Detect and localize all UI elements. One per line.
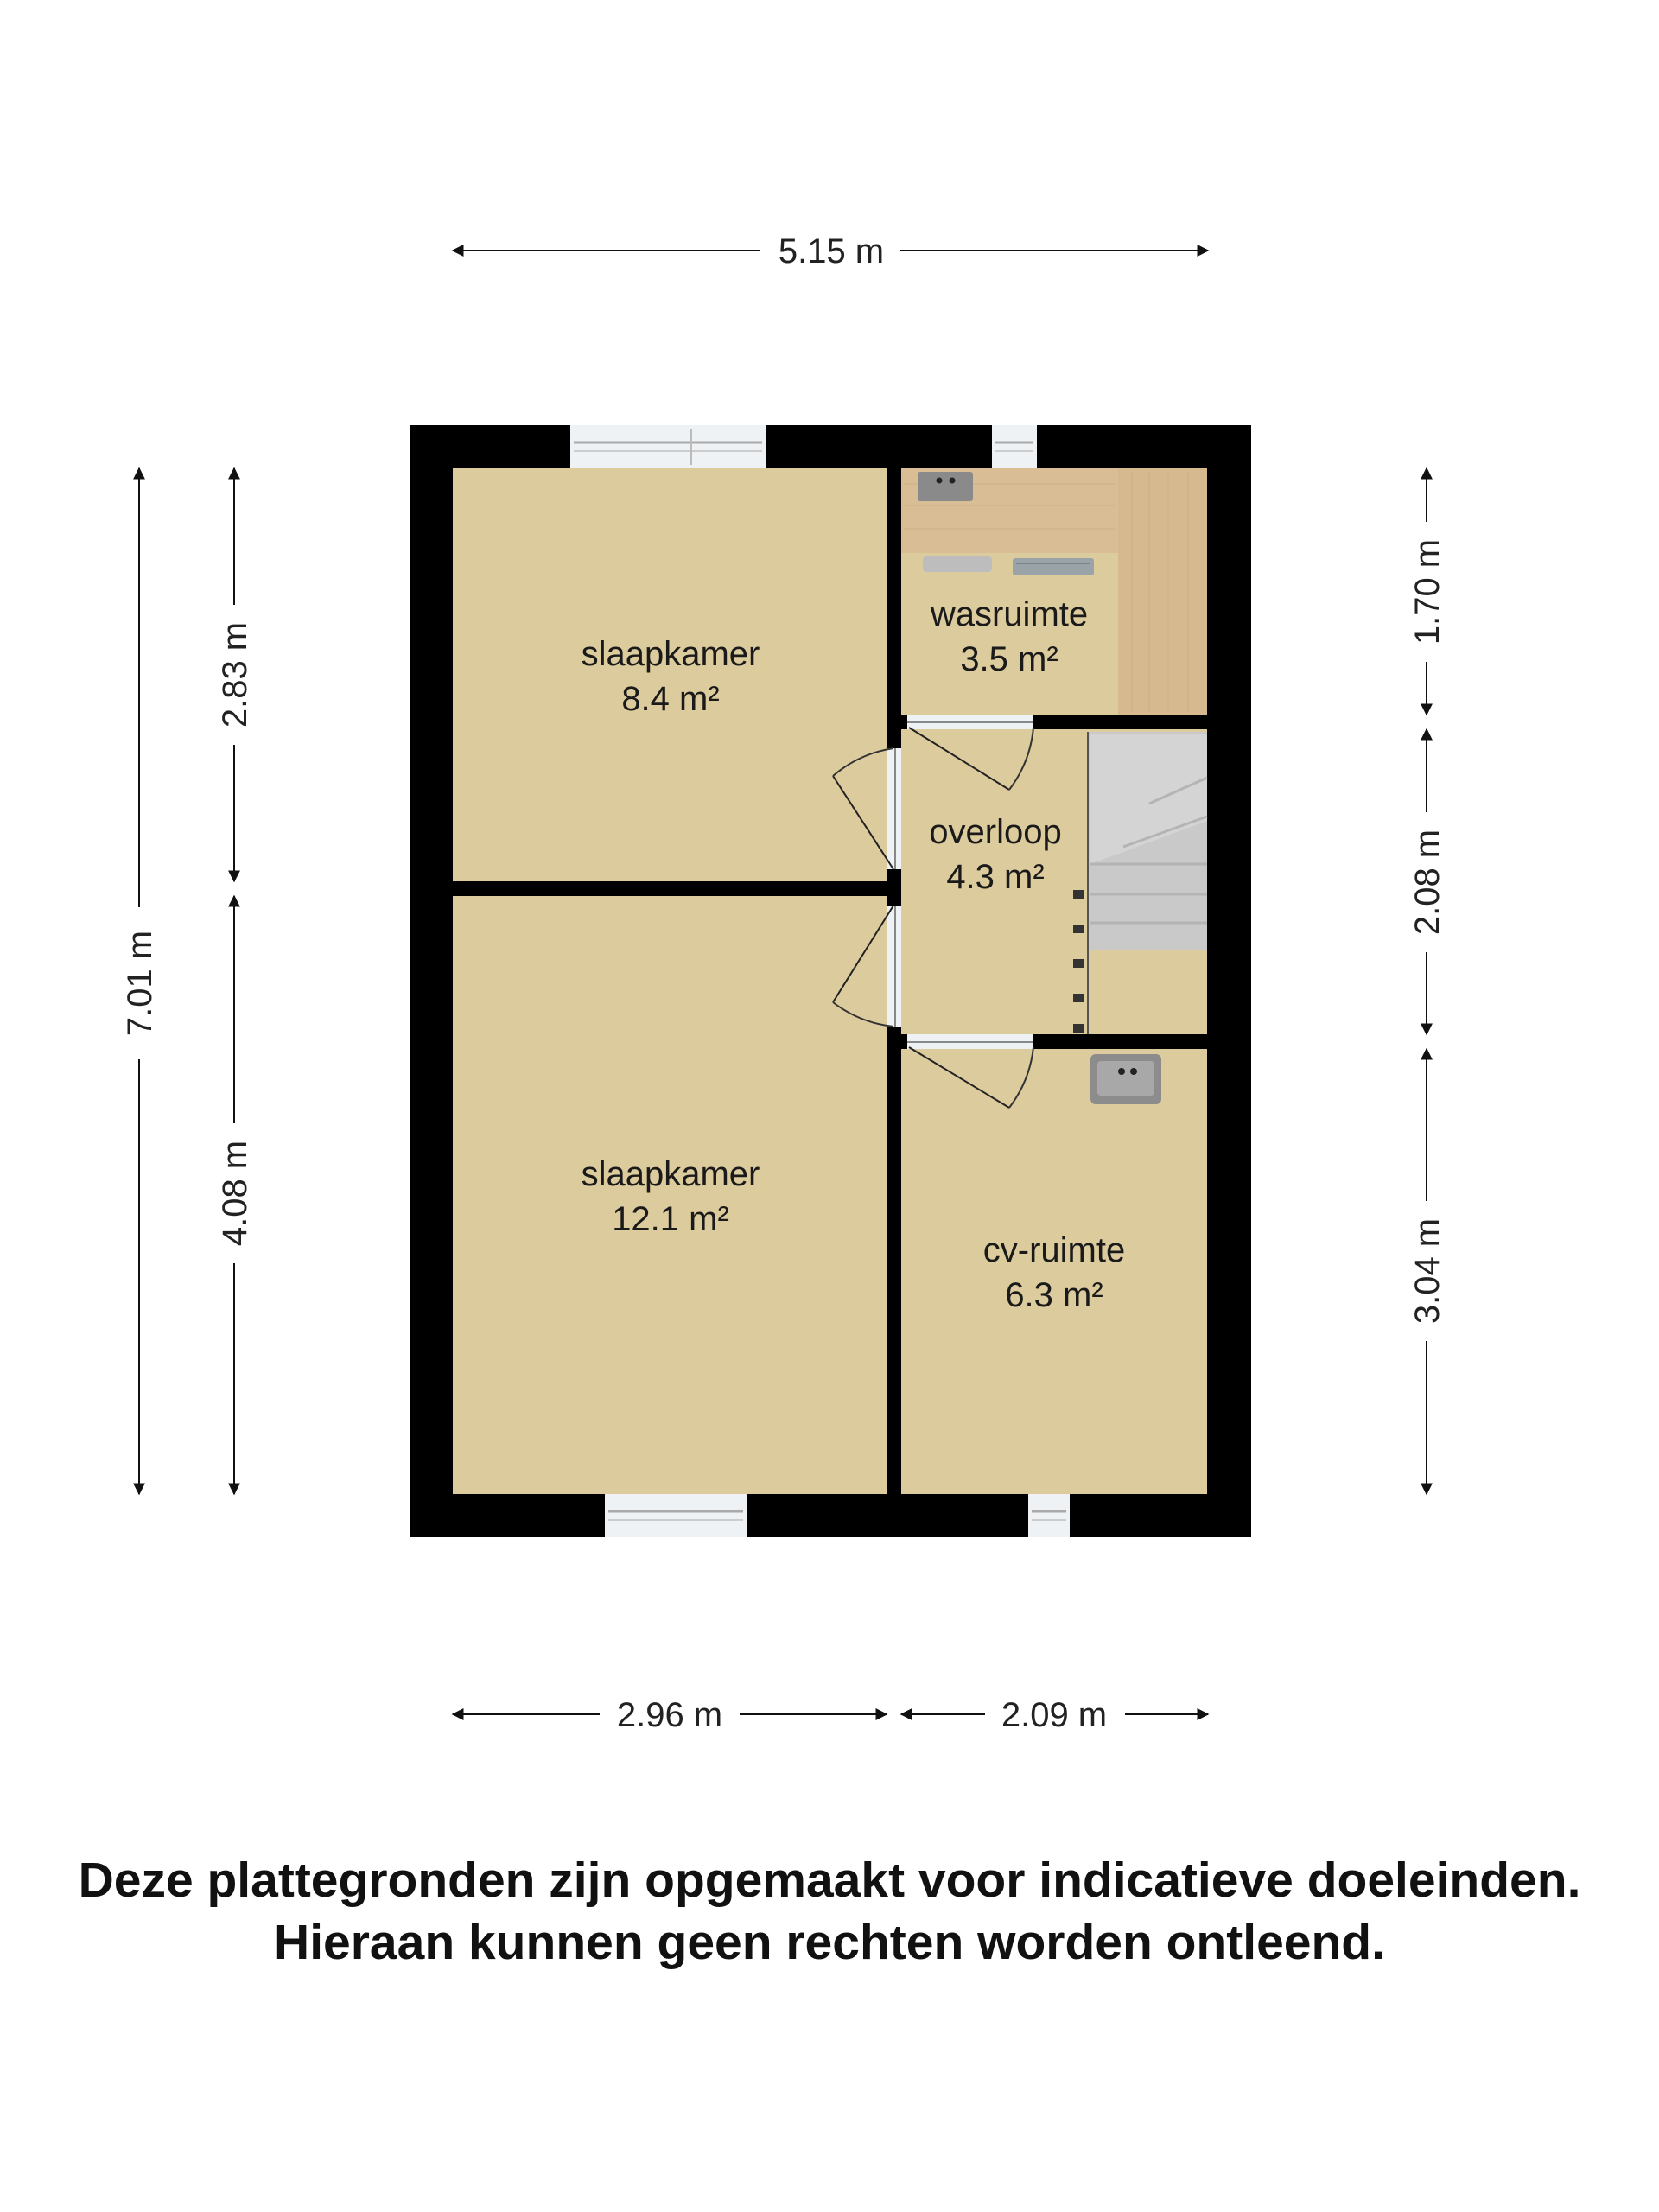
window-bottom-bedroom — [605, 1494, 747, 1537]
room-area-overloop: 4.3 m² — [946, 858, 1045, 896]
dim-label-bottom-left: 2.96 m — [616, 1696, 723, 1734]
room-area-cv-ruimte: 6.3 m² — [1005, 1276, 1103, 1314]
disclaimer-line-1: Deze plattegronden zijn opgemaakt voor indicatieve doeleinden. — [78, 1853, 1581, 1908]
dimension-top-width — [453, 232, 1208, 270]
dim-label-left-total: 7.01 m — [121, 930, 159, 1037]
room-area-slaapkamer-bottom: 12.1 m² — [612, 1200, 729, 1238]
dimension-left-total — [121, 468, 159, 1494]
floor-slaapkamer-top — [453, 468, 887, 881]
window-top-wasruimte — [992, 425, 1037, 468]
laundry-cabinet — [1118, 468, 1207, 715]
dim-label-left-lower: 4.08 m — [216, 1140, 254, 1247]
sink-icon — [918, 472, 973, 501]
dim-label-left-upper: 2.83 m — [216, 621, 254, 728]
dimension-bottom-left — [453, 1696, 887, 1734]
dim-label-bottom-right: 2.09 m — [1001, 1696, 1108, 1734]
disclaimer — [0, 1849, 1659, 1974]
floor-cv-ruimte — [901, 1049, 1207, 1494]
room-label-wasruimte: wasruimte — [930, 595, 1089, 633]
room-label-overloop: overloop — [929, 813, 1062, 851]
dimension-right-middle — [1408, 729, 1446, 1034]
floor-slaapkamer-bottom — [453, 896, 887, 1494]
dimension-right-lower — [1408, 1049, 1446, 1494]
dim-label-right-middle: 2.08 m — [1408, 829, 1446, 936]
room-area-wasruimte: 3.5 m² — [960, 640, 1058, 678]
dim-label-top-width: 5.15 m — [778, 232, 885, 270]
room-label-slaapkamer-bottom: slaapkamer — [581, 1155, 760, 1193]
dim-label-right-lower: 3.04 m — [1408, 1217, 1446, 1325]
dimension-left-upper — [216, 468, 254, 881]
dimension-left-lower — [216, 896, 254, 1494]
dimension-bottom-right — [901, 1696, 1208, 1734]
window-bottom-cv — [1028, 1494, 1070, 1537]
dim-label-right-upper: 1.70 m — [1408, 538, 1446, 645]
dimension-right-upper — [1408, 468, 1446, 715]
window-top-bedroom — [570, 425, 766, 468]
disclaimer-line-2: Hieraan kunnen geen rechten worden ontleend. — [274, 1915, 1385, 1970]
room-label-slaapkamer-top: slaapkamer — [581, 635, 760, 673]
boiler-icon — [1090, 1054, 1161, 1104]
room-label-cv-ruimte: cv-ruimte — [982, 1231, 1126, 1269]
room-area-slaapkamer-top: 8.4 m² — [621, 680, 720, 718]
